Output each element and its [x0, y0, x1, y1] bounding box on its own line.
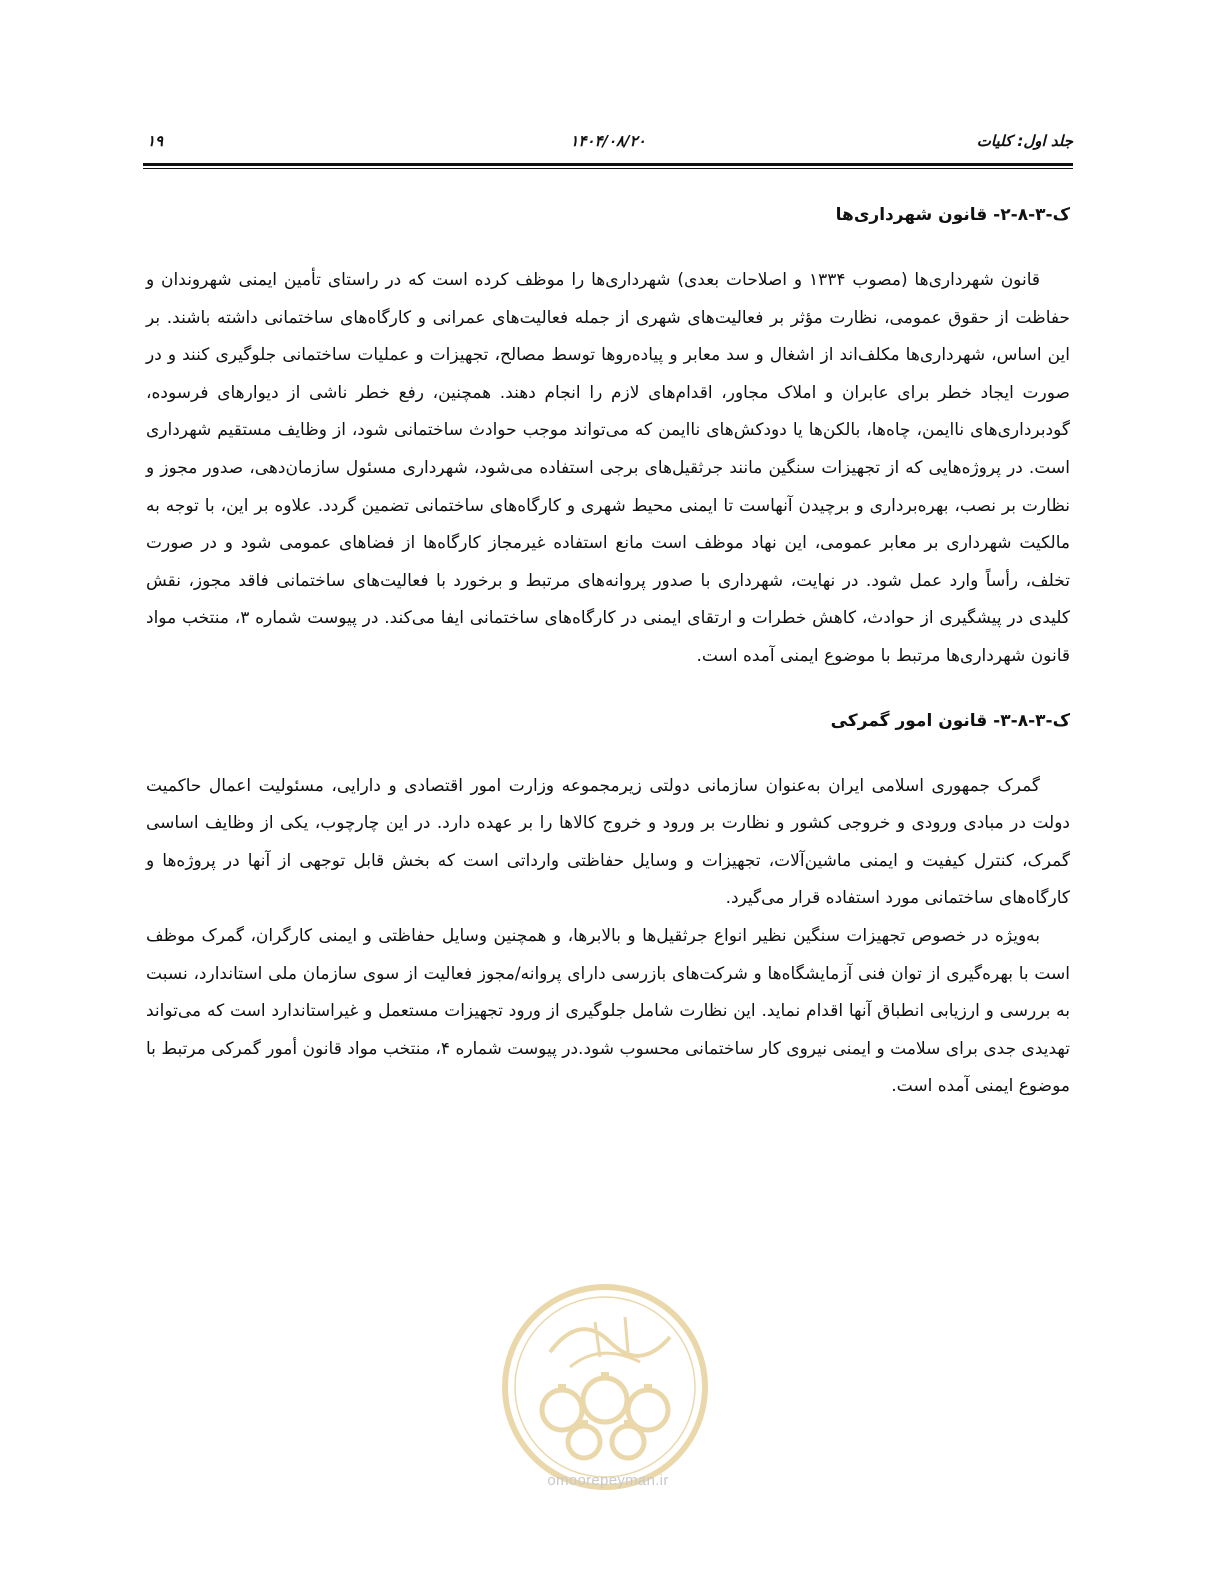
paragraph-municipalities-law: قانون شهرداری‌ها (مصوب ۱۳۳۴ و اصلاحات بعدی) شهرداری‌ها را موظف کرده است که در راستای تأمین ایمنی شهروندان و حفاظت از حقوق عمومی، نظارت مؤثر بر فعالیت‌های شهری از جمله فعالیت‌های عمرانی و کارگاه‌های ساختمانی داشته باشند. بر این اساس، شهرداری‌ها مکلف‌اند از اشغال و سد معابر و پیاده‌روها توسط مصالح، تجهیزات و عملیات ساختمانی جلوگیری کنند و در صورت ایجاد خطر برای عابران و املاک مجاور، اقدام‌های لازم را انجام دهند. همچنین، رفع خطر ناشی از دیوارهای فرسوده، گودبرداری‌های ناایمن، چاه‌ها، بالکن‌ها یا دودکش‌های ناایمن که می‌تواند موجب حوادث ساختمانی شود، از وظایف مستقیم شهرداری است. در پروژه‌هایی که از تجهیزات سنگین مانند جرثقیل‌های برجی استفاده می‌شود، شهرداری مسئول سازمان‌دهی، صدور مجوز و نظارت بر نصب، بهره‌برداری و برچیدن آنهاست تا ایمنی محیط شهری و کارگاه‌های ساختمانی تضمین گردد. علاوه بر این، با توجه به مالکیت شهرداری بر معابر عمومی، این نهاد موظف است مانع استفاده غیرمجاز کارگاه‌ها از فضاهای عمومی شود و در صورت تخلف، رأساً وارد عمل شود. در نهایت، شهرداری با صدور پروانه‌های مرتبط و برخورد با فعالیت‌های ساختمانی فاقد مجوز، نقش کلیدی در پیشگیری از حوادث، کاهش خطرات و ارتقای ایمنی در کارگاه‌های ساختمانی ایفا می‌کند. در پیوست شماره ۳، منتخب مواد قانون شهرداری‌ها مرتبط با موضوع ایمنی آمده است.: [146, 270, 1070, 666]
paragraph-customs-1: گمرک جمهوری اسلامی ایران به‌عنوان سازمانی دولتی زیرمجموعه وزارت امور اقتصادی و دارایی، مسئولیت اعمال حاکمیت دولت در مبادی ورودی و خروجی کشور و نظارت بر ورود و خروج کالاها را بر عهده دارد. در این چارچوب، یکی از وظایف اساسی گمرک، کنترل کیفیت و ایمنی ماشین‌آلات، تجهیزات و وسایل حفاظتی وارداتی است که بخش قابل توجهی از آنها در پروژه‌ها و کارگاه‌های ساختمانی مورد استفاده قرار می‌گیرد.: [146, 775, 1070, 909]
watermark-seal-icon: [500, 1282, 710, 1492]
header-rule-thick: [143, 163, 1073, 166]
page-number: ۱۹: [147, 132, 164, 150]
header-rule-thin: [143, 168, 1073, 169]
section-heading-customs-law: ک-۳-۸-۳- قانون امور گمرکی: [830, 710, 1070, 731]
main-content: [146, 200, 1070, 1106]
section-heading-municipalities-law: ک-۳-۸-۲- قانون شهرداری‌ها: [835, 205, 1070, 225]
watermark-site: omoorepeyman.ir: [547, 1472, 669, 1489]
header-date: ۱۴۰۴/۰۸/۲۰: [570, 132, 646, 150]
paragraph-customs-2: به‌ویژه در خصوص تجهیزات سنگین نظیر انواع جرثقیل‌ها و بالابرها، و همچنین وسایل حفاظتی و ایمنی کارگران، گمرک موظف است با بهره‌گیری از توان فنی آزمایشگاه‌ها و شرکت‌های بازرسی دارای پروانه/مجوز فعالیت از سوی سازمان ملی استاندارد، نسبت به بررسی و ارزیابی انطباق آنها اقدام نماید. این نظارت شامل جلوگیری از ورود تجهیزات مستعمل و غیراستاندارد است که می‌تواند تهدیدی جدی برای سلامت و ایمنی نیروی کار ساختمانی محسوب شود.در پیوست شماره ۴، منتخب مواد قانون أمور گمرکی مرتبط با موضوع ایمنی آمده است.: [146, 925, 1070, 1097]
page-header: [143, 128, 1073, 160]
volume-title: جلد اول: کلیات: [976, 132, 1073, 150]
